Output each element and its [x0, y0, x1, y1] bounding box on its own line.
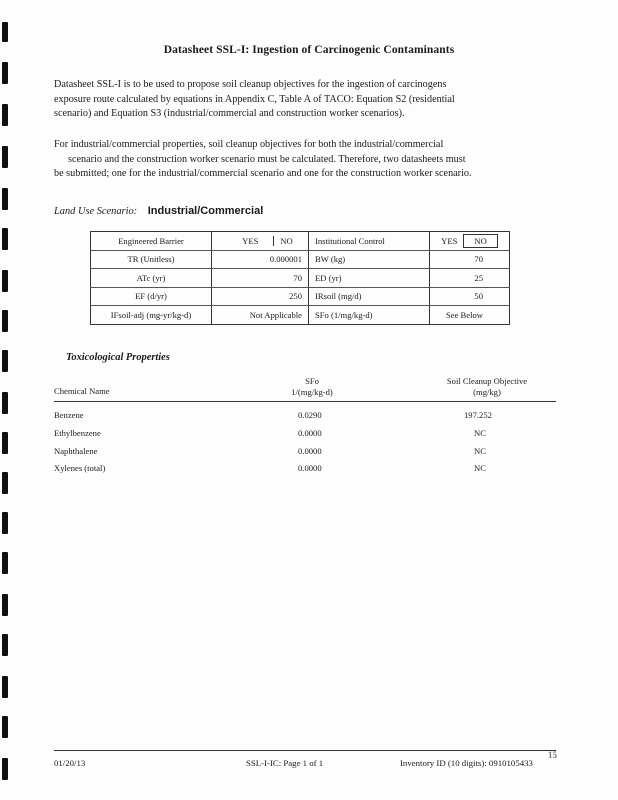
page-title: Datasheet SSL-I: Ingestion of Carcinogenic Contaminants [163, 44, 455, 56]
sfo-header-label: SFo [305, 376, 319, 386]
intro-line: Datasheet SSL-I is to be used to propose soil cleanup objectives for the ingestion of carcinogens [54, 79, 447, 90]
margin-mark [2, 472, 8, 494]
institutional-control-header: Institutional Control [309, 232, 430, 251]
table-row [91, 250, 510, 269]
footer-date: 01/20/13 [54, 758, 86, 768]
toxicology-header-rule [54, 401, 556, 402]
note-line: be submitted; one for the industrial/commercial scenario and one for the construction worker scenario. [54, 168, 472, 179]
margin-mark [2, 512, 8, 534]
sfo-value: 0.0000 [298, 428, 322, 438]
institutional-control-choice [430, 232, 510, 251]
margin-mark [2, 552, 8, 574]
param-label: TR (Unitless) [91, 250, 212, 269]
land-use-scenario [54, 205, 263, 217]
chemical-name: Naphthalene [54, 446, 98, 456]
chemical-name: Ethylbenzene [54, 428, 101, 438]
toxicological-properties-heading: Toxicological Properties [66, 352, 170, 363]
industrial-note-paragraph [54, 138, 564, 182]
margin-mark [2, 432, 8, 454]
param-label: ED (yr) [309, 269, 430, 288]
footer-inventory-id: Inventory ID (10 digits): 0910105433 [400, 758, 533, 768]
margin-mark [2, 270, 8, 292]
chemical-name: Xylenes (total) [54, 463, 106, 473]
cleanup-objective-header [422, 376, 552, 398]
exposure-parameters-table [90, 231, 510, 325]
margin-mark [2, 594, 8, 616]
cleanup-objective-value: 197.252 [464, 410, 492, 420]
margin-mark [2, 188, 8, 210]
cleanup-objective-value: NC [474, 428, 486, 438]
sfo-value: 0.0290 [298, 410, 322, 420]
control-no-option[interactable]: NO [463, 234, 497, 248]
engineered-barrier-choice [212, 232, 309, 251]
param-value: 25 [430, 269, 510, 288]
margin-mark [2, 392, 8, 414]
margin-mark [2, 634, 8, 656]
param-value: 250 [212, 287, 309, 306]
sfo-header-units: 1/(mg/kg-d) [291, 387, 333, 397]
land-use-label: Land Use Scenario: [54, 206, 138, 217]
param-value: 50 [430, 287, 510, 306]
sfo-header [262, 376, 362, 398]
margin-mark [2, 22, 8, 42]
cleanup-objective-value: NC [474, 463, 486, 473]
margin-mark [2, 228, 8, 250]
table-row [91, 269, 510, 288]
margin-mark [2, 350, 8, 372]
footer-rule [54, 750, 556, 751]
cleanup-objective-label: Soil Cleanup Objective [446, 376, 528, 386]
engineered-barrier-header: Engineered Barrier [91, 232, 212, 251]
cleanup-objective-units: (mg/kg) [473, 387, 501, 397]
sfo-value: 0.0000 [298, 446, 322, 456]
param-value: 0.000001 [212, 250, 309, 269]
param-label: BW (kg) [309, 250, 430, 269]
param-value: 70 [430, 250, 510, 269]
margin-mark [2, 716, 8, 738]
param-label: EF (d/yr) [91, 287, 212, 306]
param-label: IRsoil (mg/d) [309, 287, 430, 306]
margin-mark [2, 146, 8, 168]
binder-margin-marks [0, 0, 12, 800]
barrier-no-option[interactable]: NO [273, 236, 292, 246]
param-value: Not Applicable [212, 306, 309, 325]
table-header-row [91, 232, 510, 251]
margin-mark [2, 104, 8, 126]
table-row [91, 287, 510, 306]
margin-mark [2, 676, 8, 698]
intro-line: exposure route calculated by equations in Appendix C, Table A of TACO: Equation S2 (residential [54, 93, 455, 105]
param-value: 70 [212, 269, 309, 288]
margin-mark [2, 758, 8, 780]
chemical-name-header: Chemical Name [54, 386, 110, 396]
intro-line: scenario) and Equation S3 (industrial/commercial and construction worker scenarios). [54, 108, 405, 119]
param-value: See Below [430, 306, 510, 325]
note-line: For industrial/commercial properties, soil cleanup objectives for both the industrial/commercial [54, 139, 444, 150]
sfo-value: 0.0000 [298, 463, 322, 473]
note-line: scenario and the construction worker scenario must be calculated. Therefore, two datasheets must [68, 153, 466, 165]
intro-paragraph [54, 78, 564, 122]
chemical-name: Benzene [54, 410, 84, 420]
param-label: ATc (yr) [91, 269, 212, 288]
land-use-value: Industrial/Commercial [147, 205, 264, 217]
cleanup-objective-value: NC [474, 446, 486, 456]
barrier-yes-option[interactable]: YES [242, 235, 259, 246]
control-yes-option[interactable]: YES [441, 235, 458, 246]
table-row [91, 306, 510, 325]
page-number-stamp: 15 [548, 750, 557, 760]
param-label: IFsoil-adj (mg-yr/kg-d) [91, 306, 212, 325]
footer-page-label: SSL-I-IC: Page 1 of 1 [246, 758, 324, 768]
param-label: SFo (1/mg/kg-d) [309, 306, 430, 325]
margin-mark [2, 310, 8, 332]
margin-mark [2, 62, 8, 84]
